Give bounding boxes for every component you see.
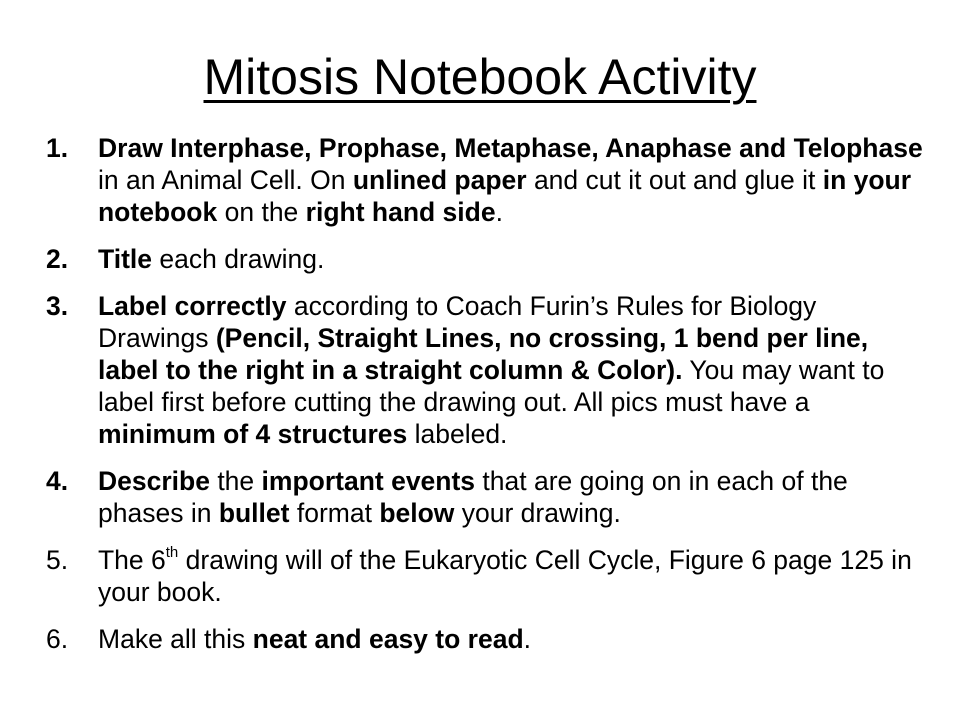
text-run: drawing will of the Eukaryotic Cell Cycle, Figure 6 page 125 in your book. bbox=[98, 545, 912, 607]
text-run: . bbox=[495, 197, 503, 227]
bold-text-run: Draw Interphase, Prophase, Metaphase, Anaphase and Telophase bbox=[98, 133, 923, 163]
list-item bbox=[46, 465, 926, 529]
text-run: labeled. bbox=[407, 419, 508, 449]
slide-title: Mitosis Notebook Activity bbox=[203, 49, 757, 105]
item-number: 2. bbox=[46, 244, 69, 274]
bold-text-run: unlined paper bbox=[352, 165, 527, 195]
text-run: The 6 bbox=[98, 545, 166, 575]
list-item bbox=[46, 623, 926, 655]
bold-text-run: (Pencil, Straight Lines, no crossing, 1 bend per line, label to the right in a straight column & Color). bbox=[98, 323, 869, 385]
text-run: format bbox=[289, 498, 380, 528]
text-run: on the bbox=[217, 197, 306, 227]
bold-text-run: minimum of 4 structures bbox=[98, 419, 408, 449]
bold-text-run: Describe bbox=[98, 466, 210, 496]
item-number: 5. bbox=[46, 545, 69, 575]
item-text bbox=[98, 132, 926, 228]
bold-text-run: below bbox=[379, 498, 455, 528]
item-number: 1. bbox=[46, 133, 69, 163]
bold-text-run: important events bbox=[261, 466, 476, 496]
text-run: Make all this bbox=[98, 624, 253, 654]
superscript-text: th bbox=[165, 544, 179, 561]
text-run: according to Coach Furin’s Rules for Biology Drawings bbox=[98, 291, 817, 353]
item-number: 3. bbox=[46, 291, 69, 321]
text-run: in an Animal Cell. On bbox=[98, 165, 353, 195]
item-text bbox=[98, 544, 926, 608]
list-item bbox=[46, 544, 926, 608]
bold-text-run: in your notebook bbox=[98, 165, 912, 227]
list-item bbox=[46, 132, 926, 228]
text-run: You may want to label first before cutting the drawing out. All pics must have a bbox=[98, 355, 885, 417]
text-run: each drawing. bbox=[152, 244, 325, 274]
bold-text-run: bullet bbox=[218, 498, 290, 528]
list-item bbox=[46, 290, 926, 450]
text-run: the bbox=[209, 466, 262, 496]
item-number: 6. bbox=[46, 624, 69, 654]
bold-text-run: right hand side bbox=[305, 197, 496, 227]
text-run: . bbox=[523, 624, 532, 654]
list-item bbox=[46, 243, 926, 275]
text-run: that are going on in each of the phases in bbox=[98, 466, 848, 528]
item-number: 4. bbox=[46, 466, 69, 496]
item-text bbox=[98, 623, 926, 655]
bold-text-run: Label correctly bbox=[98, 291, 287, 321]
bold-text-run: neat and easy to read bbox=[252, 624, 524, 654]
item-text bbox=[98, 243, 926, 275]
instruction-list bbox=[46, 132, 926, 670]
text-run: and cut it out and glue it bbox=[526, 165, 823, 195]
text-run: your drawing. bbox=[454, 498, 621, 528]
item-text bbox=[98, 465, 926, 529]
item-text bbox=[98, 290, 926, 450]
bold-text-run: Title bbox=[98, 244, 152, 274]
